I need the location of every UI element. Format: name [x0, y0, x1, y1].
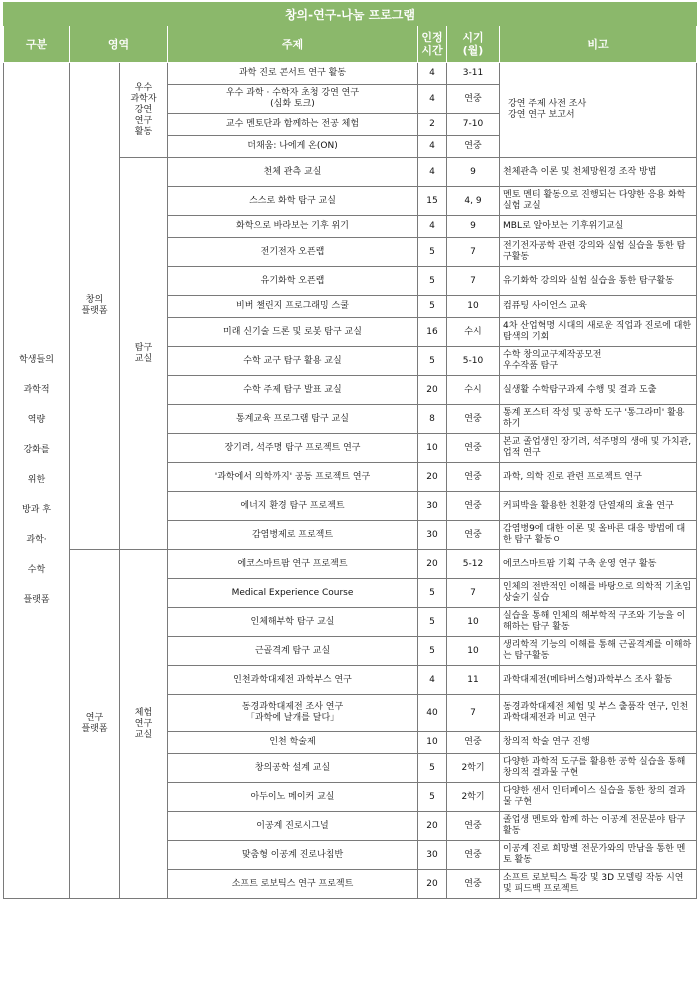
category-label-line: 방과 후	[22, 505, 51, 515]
hours-cell: 20	[418, 463, 447, 492]
remark-cell: 이공계 진로 희망별 전문가와의 만남을 통한 멘토 활동	[500, 841, 697, 870]
topic-cell: 교수 멘토단과 함께하는 전공 체험	[168, 114, 418, 136]
hours-cell: 20	[418, 812, 447, 841]
topic-cell: 이공계 진로시그널	[168, 812, 418, 841]
topic-cell: 인체해부학 탐구 교실	[168, 608, 418, 637]
topic-cell: 인천 학술제	[168, 732, 418, 754]
hours-cell: 5	[418, 754, 447, 783]
hours-cell: 20	[418, 376, 447, 405]
topic-cell: 창의공학 설계 교실	[168, 754, 418, 783]
program-table	[3, 2, 697, 899]
hours-cell: 30	[418, 492, 447, 521]
hours-cell: 5	[418, 238, 447, 267]
period-cell: 연중	[447, 841, 500, 870]
period-cell: 연중	[447, 85, 500, 114]
hours-cell: 5	[418, 783, 447, 812]
category-label-line: 역량	[27, 415, 46, 425]
topic-cell: 소프트 로보틱스 연구 프로젝트	[168, 870, 418, 899]
period-cell: 수시	[447, 318, 500, 347]
period-cell: 10	[447, 608, 500, 637]
hours-cell: 5	[418, 579, 447, 608]
header-area: 영역	[70, 26, 168, 63]
remark-cell: 천체관측 이론 및 천체망원경 조작 방법	[500, 158, 697, 187]
category-cell	[4, 63, 70, 899]
period-cell: 7	[447, 695, 500, 732]
period-cell: 9	[447, 158, 500, 187]
hours-cell: 20	[418, 550, 447, 579]
topic-cell: 전기전자 오픈랩	[168, 238, 418, 267]
topic-cell: 수학 교구 탐구 활용 교실	[168, 347, 418, 376]
period-cell: 5-10	[447, 347, 500, 376]
topic-cell: 에너지 환경 탐구 프로젝트	[168, 492, 418, 521]
period-cell: 3-11	[447, 63, 500, 85]
period-cell: 2학기	[447, 754, 500, 783]
period-cell: 연중	[447, 812, 500, 841]
topic-cell: Medical Experience Course	[168, 579, 418, 608]
remark-cell: 과학대제전(메타버스형)과학부스 조사 활동	[500, 666, 697, 695]
group-experience-classes: 체험 연구 교실	[120, 550, 168, 899]
remark-cell: 동경과학대제전 체험 및 부스 출품작 연구, 인천과학대제전과 비교 연구	[500, 695, 697, 732]
remark-cell: 인체의 전반적인 이해를 바탕으로 의학적 기초임상술기 실습	[500, 579, 697, 608]
period-cell: 7	[447, 579, 500, 608]
topic-cell: 근골격계 탐구 교실	[168, 637, 418, 666]
category-label-line: 플랫폼	[23, 595, 50, 605]
hours-cell: 15	[418, 187, 447, 216]
category-label-line: 위한	[27, 475, 46, 485]
hours-cell: 20	[418, 870, 447, 899]
hours-cell: 40	[418, 695, 447, 732]
remark-cell: 통계 포스터 작성 및 공학 도구 '통그라미' 활용하기	[500, 405, 697, 434]
category-label-line: 과학·	[26, 535, 47, 545]
hours-cell: 10	[418, 434, 447, 463]
hours-cell: 5	[418, 296, 447, 318]
group-creative-platform: 창의 플랫폼	[70, 63, 120, 550]
period-cell: 9	[447, 216, 500, 238]
remark-cell: 생리학적 기능의 이해를 통해 근골격계를 이해하는 탐구활동	[500, 637, 697, 666]
hours-cell: 4	[418, 63, 447, 85]
hours-cell: 16	[418, 318, 447, 347]
hours-cell: 5	[418, 347, 447, 376]
topic-cell: 더채움: 나에게 온(ON)	[168, 136, 418, 158]
hours-cell: 4	[418, 85, 447, 114]
remark-cell: 4차 산업혁명 시대의 새로운 직업과 진로에 대한 탐색의 기회	[500, 318, 697, 347]
hours-cell: 4	[418, 216, 447, 238]
remark-cell: 컴퓨팅 사이언스 교육	[500, 296, 697, 318]
table-row	[4, 63, 697, 85]
header-credit-hours: 인정 시간	[418, 26, 447, 63]
hours-cell: 2	[418, 114, 447, 136]
category-label-line: 학생들의	[19, 355, 54, 365]
hours-cell: 10	[418, 732, 447, 754]
period-cell: 11	[447, 666, 500, 695]
period-cell: 5-12	[447, 550, 500, 579]
period-cell: 연중	[447, 521, 500, 550]
header-category: 구분	[4, 26, 70, 63]
hours-cell: 30	[418, 841, 447, 870]
table-row	[4, 550, 697, 579]
remark-cell: 전기전자공학 관련 강의와 실험 실습을 통한 탐구활동	[500, 238, 697, 267]
group-gifted-lectures: 우수 과학자 강연 연구 활동	[120, 63, 168, 158]
hours-cell: 8	[418, 405, 447, 434]
header-remarks: 비고	[500, 26, 697, 63]
remark-cell: 유기화학 강의와 실험 실습을 통한 탐구활동	[500, 267, 697, 296]
group-inquiry-classes: 탐구 교실	[120, 158, 168, 550]
hours-cell: 5	[418, 608, 447, 637]
remark-cell: 멘토 멘티 활동으로 진행되는 다양한 응용 화학 실험 교실	[500, 187, 697, 216]
remark-cell: 실습을 통해 인체의 해부학적 구조와 기능을 이해하는 탐구 활동	[500, 608, 697, 637]
topic-cell: 동경과학대제전 조사 연구 「과학에 날개를 달다」	[168, 695, 418, 732]
remark-cell: 소프트 로보틱스 특강 및 3D 모델링 작동 시연 및 피드백 프로젝트	[500, 870, 697, 899]
hours-cell: 4	[418, 158, 447, 187]
period-cell: 연중	[447, 136, 500, 158]
remark-cell: 과학, 의학 진로 관련 프로젝트 연구	[500, 463, 697, 492]
topic-cell: '과학에서 의학까지' 공동 프로젝트 연구	[168, 463, 418, 492]
topic-cell: 통계교육 프로그램 탐구 교실	[168, 405, 418, 434]
topic-cell: 감염병제로 프로젝트	[168, 521, 418, 550]
header-topic: 주제	[168, 26, 418, 63]
topic-cell: 천체 관측 교실	[168, 158, 418, 187]
category-label-line: 강화를	[23, 445, 50, 455]
topic-cell: 미래 신기술 드론 및 로봇 탐구 교실	[168, 318, 418, 347]
remark-cell: 에코스마트팜 기획 구축 운영 연구 활동	[500, 550, 697, 579]
remark-cell: 창의적 학술 연구 진행	[500, 732, 697, 754]
period-cell: 7-10	[447, 114, 500, 136]
period-cell: 연중	[447, 492, 500, 521]
topic-cell: 과학 진로 콘서트 연구 활동	[168, 63, 418, 85]
period-cell: 2학기	[447, 783, 500, 812]
topic-cell: 에코스마트팜 연구 프로젝트	[168, 550, 418, 579]
topic-cell: 유기화학 오픈랩	[168, 267, 418, 296]
remark-cell: 다양한 센서 인터페이스 실습을 통한 창의 결과물 구현	[500, 783, 697, 812]
period-cell: 10	[447, 296, 500, 318]
topic-cell: 인천과학대제전 과학부스 연구	[168, 666, 418, 695]
topic-cell: 장기려, 석주명 탐구 프로젝트 연구	[168, 434, 418, 463]
period-cell: 연중	[447, 434, 500, 463]
period-cell: 4, 9	[447, 187, 500, 216]
topic-cell: 맞춤형 이공계 진로나침반	[168, 841, 418, 870]
period-cell: 연중	[447, 405, 500, 434]
period-cell: 연중	[447, 732, 500, 754]
header-period: 시기 (월)	[447, 26, 500, 63]
topic-cell: 아두이노 메이커 교실	[168, 783, 418, 812]
hours-cell: 5	[418, 637, 447, 666]
remark-cell: 감염병9에 대한 이론 및 올바른 대응 방법에 대한 탐구 활동ㅇ	[500, 521, 697, 550]
period-cell: 수시	[447, 376, 500, 405]
hours-cell: 4	[418, 136, 447, 158]
group-research-platform: 연구 플랫폼	[70, 550, 120, 899]
remark-cell: 본교 졸업생인 장기려, 석주명의 생애 및 가치관, 업적 연구	[500, 434, 697, 463]
remark-cell: 커피박을 활용한 친환경 단열재의 효율 연구	[500, 492, 697, 521]
remark-cell: 수학 창의교구제작공모전 우수작품 탐구	[500, 347, 697, 376]
hours-cell: 4	[418, 666, 447, 695]
period-cell: 연중	[447, 463, 500, 492]
topic-cell: 비버 챌린지 프로그래밍 스쿨	[168, 296, 418, 318]
remark-cell: 실생활 수학탐구과제 수행 및 결과 도출	[500, 376, 697, 405]
topic-cell: 화학으로 바라보는 기후 위기	[168, 216, 418, 238]
remark-cell: 다양한 과학적 도구를 활용한 공학 실습을 통해 창의적 결과물 구현	[500, 754, 697, 783]
hours-cell: 30	[418, 521, 447, 550]
period-cell: 7	[447, 238, 500, 267]
topic-cell: 수학 주제 탐구 발표 교실	[168, 376, 418, 405]
period-cell: 연중	[447, 870, 500, 899]
remark-cell: MBL로 알아보는 기후위기교실	[500, 216, 697, 238]
topic-cell: 우수 과학 · 수학자 초청 강연 연구 (심화 토크)	[168, 85, 418, 114]
category-label-line: 수학	[27, 565, 46, 575]
remark-cell: 졸업생 멘토와 함께 하는 이공계 전문분야 탐구 활동	[500, 812, 697, 841]
merged-remark-cell: 강연 주제 사전 조사 강연 연구 보고서	[500, 63, 697, 158]
period-cell: 7	[447, 267, 500, 296]
category-label-line: 과학적	[23, 385, 50, 395]
topic-cell: 스스로 화학 탐구 교실	[168, 187, 418, 216]
table-title: 창의-연구-나눔 프로그램	[4, 3, 697, 26]
hours-cell: 5	[418, 267, 447, 296]
period-cell: 10	[447, 637, 500, 666]
program-page	[3, 2, 696, 899]
